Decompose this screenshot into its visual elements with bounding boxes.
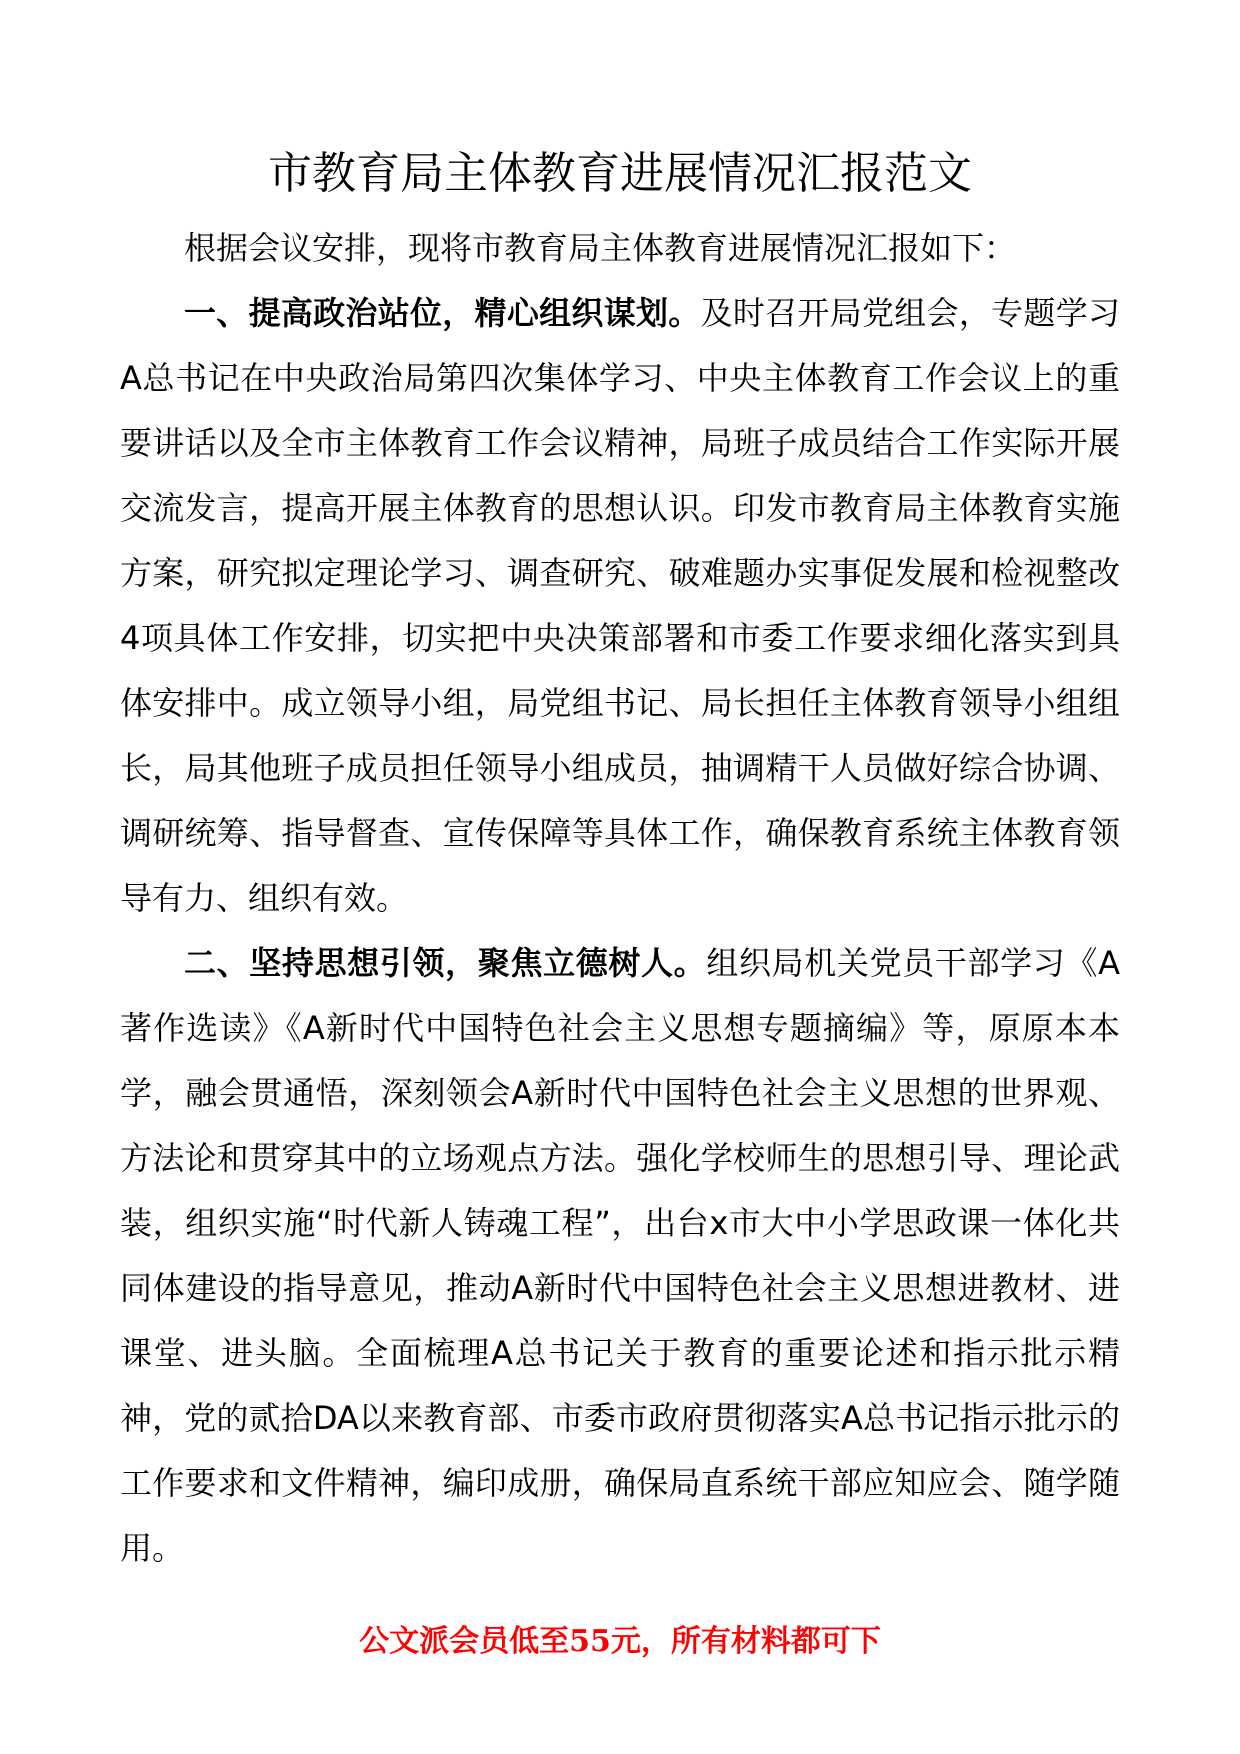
section-2-heading: 二、坚持思想引领，聚焦立德树人。 <box>184 944 707 982</box>
footer-notice: 公文派会员低至55元，所有材料都可下 <box>359 1624 881 1659</box>
document-title: 市教育局主体教育进展情况汇报范文 <box>268 148 972 199</box>
section-1-body: 及时召开局党组会，专题学习A总书记在中央政治局第四次集体学习、中央主体教育工作会议上的重要讲话以及全市主体教育工作会议精神，局班子成员结合工作实际开展交流发言，提高开展主体教育的思想认识。印发市教育局主体教育实施方案，研究拟定理论学习、调查研究、破难题办实事促发展和检视整改4项具体工作安排，切实把中央决策部署和市委工作要求细化落实到具体安排中。成立领导小组，局党组书记、局长担任主体教育领导小组组长，局其他班子成员担任领导小组成员，抽调精干人员做好综合协调、调研统筹、指导督查、宣传保障等具体工作，确保教育系统主体教育领导有力、组织有效。 <box>120 294 1120 917</box>
intro-paragraph: 根据会议安排，现将市教育局主体教育进展情况汇报如下： <box>184 229 1017 267</box>
section-1-paragraph <box>120 281 1120 931</box>
section-2-paragraph <box>120 931 1120 1581</box>
section-2-body: 组织局机关党员干部学习《A著作选读》《A新时代中国特色社会主义思想专题摘编》等，原原本本学，融会贯通悟，深刻领会A新时代中国特色社会主义思想的世界观、方法论和贯穿其中的立场观点方法。强化学校师生的思想引导、理论武装，组织实施“时代新人铸魂工程”，出台x市大中小学思政课一体化共同体建设的指导意见，推动A新时代中国特色社会主义思想进教材、进课堂、进头脑。全面梳理A总书记关于教育的重要论述和指示批示精神，党的贰拾DA以来教育部、市委市政府贯彻落实A总书记指示批示的工作要求和文件精神，编印成册，确保局直系统干部应知应会、随学随用。 <box>120 944 1120 1567</box>
section-1-heading: 一、提高政治站位，精心组织谋划。 <box>184 294 701 332</box>
document-body <box>120 216 1120 1581</box>
